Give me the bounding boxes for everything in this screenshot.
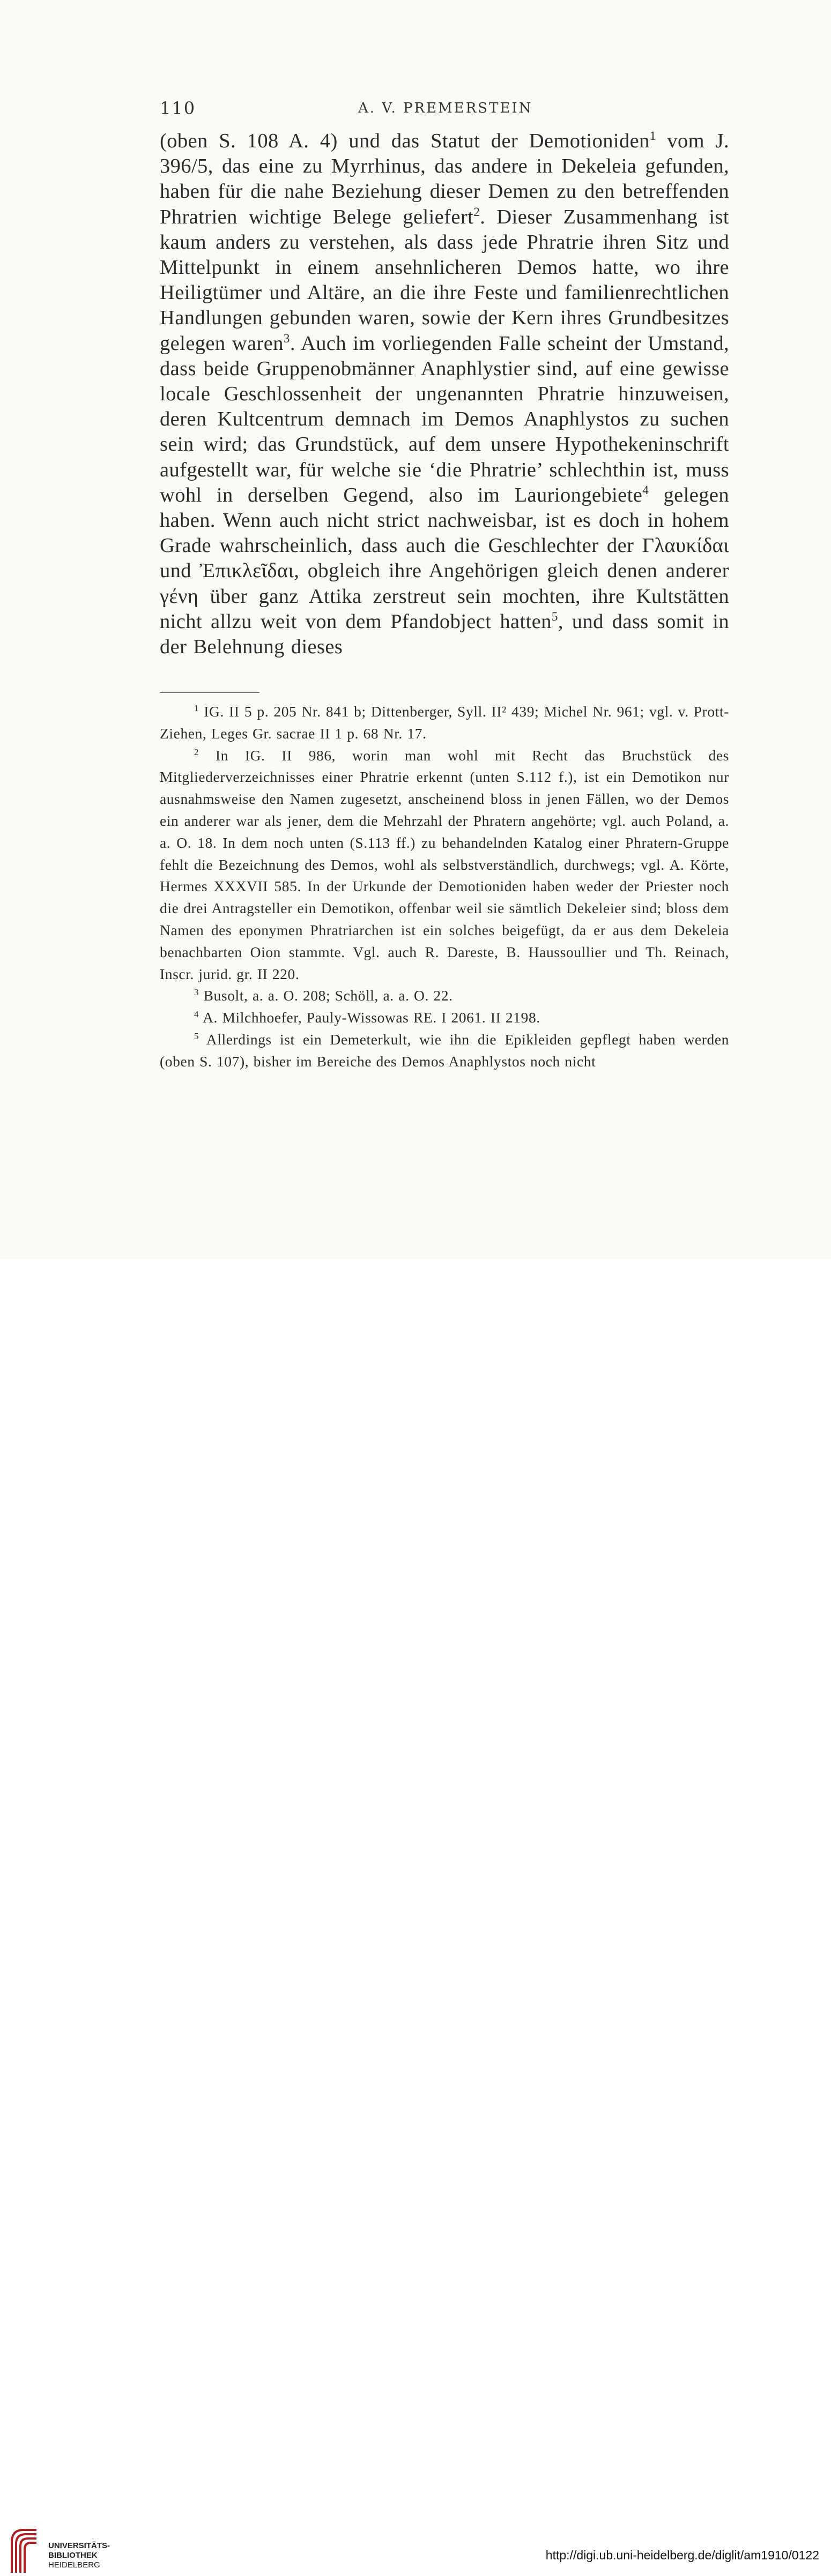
library-name: UNIVERSITÄTS- BIBLIOTHEK HEIDELBERG — [48, 2541, 110, 2570]
footnotes — [160, 701, 729, 1073]
library-logo-icon — [9, 2526, 41, 2576]
page-number: 110 — [160, 98, 196, 118]
footnote-ref-3: 3 — [283, 331, 290, 345]
footer-bar — [0, 1259, 831, 2570]
footnote-ref-2: 2 — [473, 204, 480, 219]
footnote-2: $^2$ In IG. II 986, worin man wohl mit Recht das Bruchstück des Mitgliederverzeichnisses einer Phratrie erkennt (unten S.112 f.), ist ein Demotikon nur ausnahmsweise den Namen zugesetzt, anscheinend bloss in jenen Fällen, wo der Demos ein anderer war als jener, dem die Mehrzahl der Phratern angehörte; vgl. auch Poland, a. a. O. 18. In dem noch unten (S.113 ff.) zu behandelnden Katalog einer Phratern-Gruppe fehlt die Bezeichnung des Demos, wohl als selbstverständlich, durchwegs; vgl. A. Körte, Hermes XXXVII 585. In der Urkunde der Demotioniden haben weder der Priester noch die drei Antragsteller ein Demotikon, offenbar weil sie sämtlich Dekeleier sind; bloss dem Namen des eponymen Phratriarchen ist ein solches beigefügt, da er aus dem Dekeleia benachbarten Oion stammte. Vgl. auch R. Dareste, B. Haussoullier und Th. Reinach, Inscr. jurid. gr. II 220. — [160, 746, 729, 982]
footnote-ref-4: 4 — [642, 483, 649, 497]
body-paragraph: (oben S. 108 A. 4) und das Statut der Demotioniden$^1$ vom J. 396/5, das eine zu Myrrhinus, das andere in Dekeleia gefunden, haben für die nahe Beziehung dieser Demen zu den betreffenden Phratrien wichtige Belege geliefert$^2$. Dieser Zusammenhang ist kaum anders zu verstehen, als dass jede Phratrie ihren Sitz und Mittelpunkt in einem ansehnlicheren Demos hatte, wo ihre Heiligtümer und Altäre, an die ihre Feste und familienrechtlichen Handlungen gebunden waren, sowie der Kern ihres Grundbesitzes gelegen waren$^3$. Auch im vorliegenden Falle scheint der Umstand, dass beide Gruppenobmänner Anaphlystier sind, auf eine gewisse locale Geschlossenheit der ungenannten Phratrie hinzuweisen, deren Kultcentrum demnach im Demos Anaphlystos zu suchen sein wird; das Grundstück, auf dem unsere Hypothekeninschrift aufgestellt war, für welche sie ‘die Phratrie’ schlechthin ist, muss wohl in derselben Gegend, also im Lauriongebiete$^4$ gelegen haben. Wenn auch nicht strict nachweisbar, ist es doch in hohem Grade wahrscheinlich, dass auch die Geschlechter der Γλαυκίδαι und Ἐπικλεῖδαι, obgleich ihre Angehörigen gleich denen anderer γένη über ganz Attika zerstreut sein mochten, ihre Kultstätten nicht allzu weit von dem Pfandobject hatten$^5$, und dass somit in der Belehnung dieses — [160, 129, 730, 659]
body-text — [160, 129, 729, 660]
footnote-1: $^1$ IG. II 5 p. 205 Nr. 841 b; Dittenberger, Syll. II² 439; Michel Nr. 961; vgl. v. Prott-Ziehen, Leges Gr. sacrae II 1 p. 68 Nr. 17. — [160, 703, 729, 742]
footnote-ref-5: 5 — [551, 609, 558, 624]
footnote-5: $^5$ Allerdings ist ein Demeterkult, wie ihn die Epikleiden gepflegt haben werden (oben S. 107), bisher im Bereiche des Demos Anaphlystos noch nicht — [160, 1031, 729, 1070]
page-header — [160, 98, 728, 122]
running-head: A. V. PREMERSTEIN — [358, 100, 533, 116]
footnote-4: $^4$ A. Milchhoefer, Pauly-Wissowas RE. I 2061. II 2198. — [194, 1009, 540, 1026]
source-url-link[interactable]: http://digi.ub.uni-heidelberg.de/diglit/am1910/0122 — [545, 2548, 819, 2562]
footnote-divider — [160, 692, 259, 693]
footnote-ref-1: 1 — [649, 129, 656, 143]
footnote-3: $^3$ Busolt, a. a. O. 208; Schöll, a. a. O. 22. — [194, 987, 453, 1004]
book-page — [0, 0, 831, 1259]
